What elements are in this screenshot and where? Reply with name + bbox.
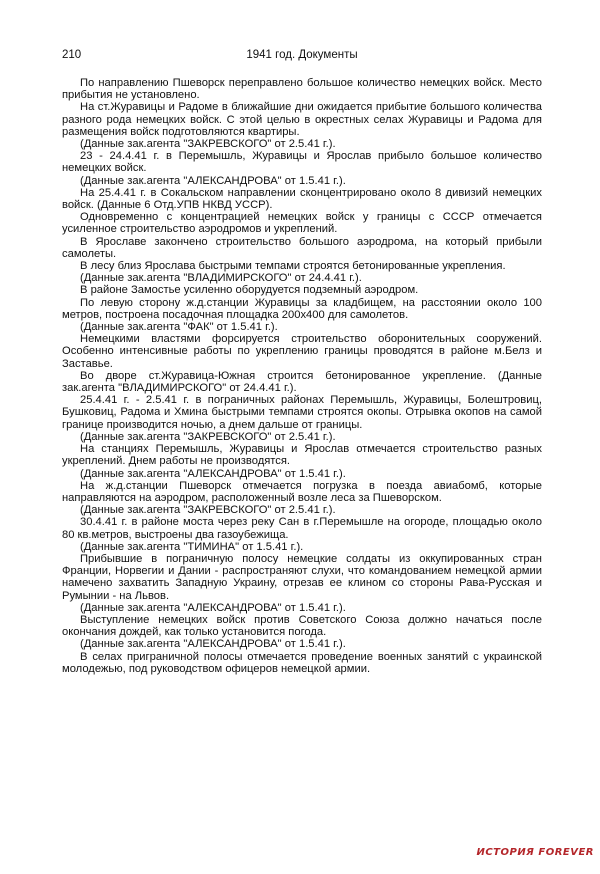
paragraph: На 25.4.41 г. в Сокальском направлении сконцентрировано около 8 дивизий немецких войск. (Данные 6 Отд.УПВ НКВД УССР). [62,186,542,212]
source-note: (Данные зак.агента "ЗАКРЕВСКОГО" от 2.5.41 г.). [80,504,336,517]
source-note: (Данные зак.агента "ВЛАДИМИРСКОГО" от 24.4.41 г.). [80,272,362,285]
paragraph: Немецкими властями форсируется строительство оборонительных сооружений. Особенно интенсивные работы по укреплению границы проводятся в районе м.Белз и Заставье. [62,333,542,370]
source-note: (Данные зак.агента "ЗАКРЕВСКОГО" от 2.5.41 г.). [80,430,336,443]
paragraph: По направлению Пшеворск переправлено большое количество немецких войск. Место прибытия не установлено. [62,77,542,102]
paragraph: Во дворе ст.Журавица-Южная строится бетонированное укрепление. (Данные зак.агента "ВЛАДИМИРСКОГО" от 24.4.41 г.). [62,369,542,395]
running-title: 1941 год. Документы [246,49,358,61]
paragraph: На ст.Журавицы и Радоме в ближайшие дни ожидается прибытие большого количества разного рода немецких войск. С этой целью в окрестных селах Журавицы и Радома для размещения войск подготовляются квартиры. [62,101,542,138]
source-note: (Данные зак.агента "ТИМИНА" от 1.5.41 г.). [80,540,304,553]
source-note: (Данные зак.агента "АЛЕКСАНДРОВА" от 1.5.41 г.). [80,638,346,651]
paragraph: 23 - 24.4.41 г. в Перемышль, Журавицы и Ярослав прибыло большое количество немецких войск. [62,150,542,175]
source-note: (Данные зак.агента "АЛЕКСАНДРОВА" от 1.5.41 г.). [80,174,346,187]
source-note: (Данные зак.агента "АЛЕКСАНДРОВА" от 1.5.41 г.). [80,467,346,480]
paragraph: 30.4.41 г. в районе моста через реку Сан в г.Перемышле на огороде, площадью около 80 кв.метров, выстроены два газоубежища. [62,516,542,541]
source-note: (Данные зак.агента "ЗАКРЕВСКОГО" от 2.5.41 г.). [80,138,336,151]
paragraph: Одновременно с концентрацией немецких войск у границы с СССР отмечается усиленное строительство аэродромов и укреплений. [62,211,542,236]
paragraph: 25.4.41 г. - 2.5.41 г. в пограничных районах Перемышль, Журавицы, Болештровиц, Бушковиц, Радома и Хмина быстрыми темпами строятся окопы. Отрывка окопов на самой границе производится ночью, а днем дальше от границы. [62,394,542,431]
watermark-logo: ИСТОРИЯ FOREVER [476,847,594,858]
document-body [62,77,542,675]
paragraph: В районе Замостье усиленно оборудуется подземный аэродром. [80,284,419,297]
page-header [62,49,542,67]
paragraph: В лесу близ Ярослава быстрыми темпами строятся бетонированные укрепления. [80,260,506,273]
paragraph: В селах приграничной полосы отмечается проведение военных занятий с украинской молодежью, под руководством офицеров немецкой армии. [62,650,542,675]
paragraph: На станциях Перемышль, Журавицы и Ярослав отмечается строительство разных укреплений. Днем работы не производятся. [62,443,542,468]
page-number: 210 [62,49,82,61]
paragraph: Прибывшие в пограничную полосу немецкие солдаты из оккупированных стран Франции, Норвегии и Дании - распространяют слухи, что командованием немецкой армии намечено захватить Западную Украину, отрезав ее клином со стороны Рава-Русская и Румынии - на Львов. [62,552,542,602]
paragraph: По левую сторону ж.д.станции Журавицы за кладбищем, на расстоянии около 100 метров, построена посадочная площадка 200х400 для самолетов. [62,296,542,321]
source-note: (Данные зак.агента "АЛЕКСАНДРОВА" от 1.5.41 г.). [80,601,346,614]
paragraph: Выступление немецких войск против Советского Союза должно начаться после окончания дождей, как только установится погода. [62,613,542,639]
paragraph: В Ярославе закончено строительство большого аэродрома, на который прибыли самолеты. [62,235,542,260]
paragraph: На ж.д.станции Пшеворск отмечается погрузка в поезда авиабомб, которые направляются на аэродром, расположенный возле леса за Пшеворском. [62,479,542,504]
source-note: (Данные зак.агента "ФАК" от 1.5.41 г.). [80,321,278,334]
